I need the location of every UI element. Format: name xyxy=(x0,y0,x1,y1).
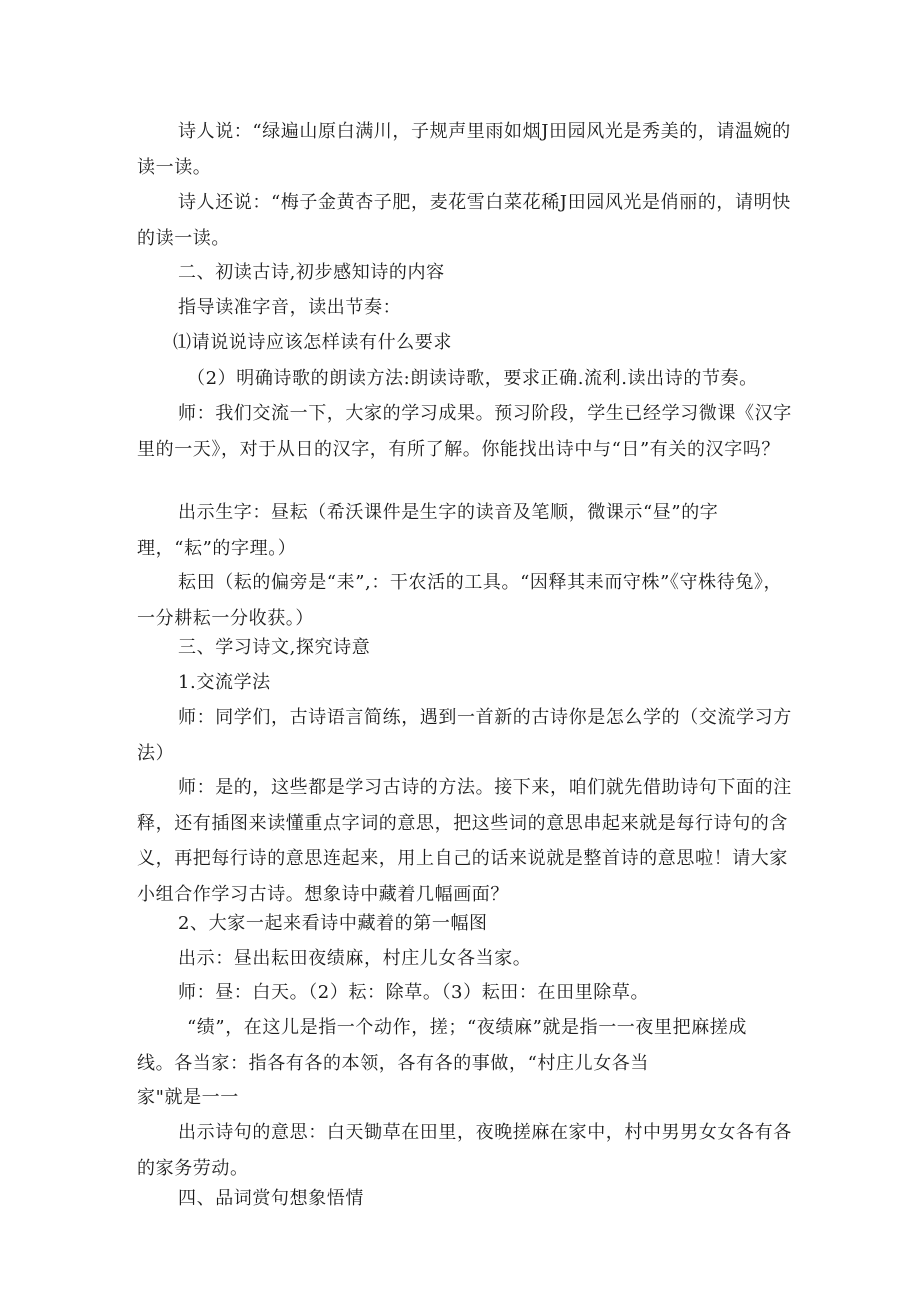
paragraph-step-2: （2）明确诗歌的朗读方法:朗读诗歌，要求正确.流利.读出诗的节奏。 xyxy=(187,368,758,389)
paragraph-word-notes: 师：昼：白天。（2）耘：除草。（3）耘田：在田里除草。 xyxy=(178,982,650,1003)
paragraph-show-new-chars: 出示生字：昼耘（希沃课件是生字的读音及笔顺，微课示“昼”的字理，“耘”的字理。） xyxy=(137,502,719,559)
section-heading-2: 二、初读古诗,初步感知诗的内容 xyxy=(178,262,445,283)
paragraph-ji-explanation: “绩”，在这儿是指一个动作，搓；“夜绩麻”就是指一一夜里把麻搓成线。各当家：指各有各的本领，各有各的事做，“村庄儿女各当 xyxy=(137,1017,748,1074)
paragraph-show-poem-line: 出示：昼出耘田夜绩麻，村庄儿女各当家。 xyxy=(178,948,532,969)
paragraph-yuntian: 耘田（耘的偏旁是“耒”,：干农活的工具。“因释其耒而守株”《守株待兔》，一分耕耘一分收获。） xyxy=(137,572,783,629)
subheading-first-picture: 2、大家一起来看诗中藏着的第一幅图 xyxy=(178,913,488,934)
paragraph-teacher-methods: 师：是的，这些都是学习古诗的方法。接下来，咱们就先借助诗句下面的注释，还有插图来读懂重点字词的意思，把这些词的意思串起来就是每行诗句的含义，再把每行诗的意思连起来，用上自己的话来说就是整首诗的意思啦！请大家小组合作学习古诗。想象诗中藏着几幅画面？ xyxy=(137,777,792,905)
section-heading-4: 四、品词赏句想象悟情 xyxy=(178,1188,364,1209)
subheading-exchange-method: 1.交流学法 xyxy=(178,672,271,693)
paragraph-teacher-exchange: 师：我们交流一下，大家的学习成果。预习阶段，学生已经学习微课《汉字里的一天》，对于从日的汉字，有所了解。你能找出诗中与“日”有关的汉字吗？ xyxy=(137,403,792,460)
paragraph-poet-says: 诗人说：“绿遍山原白满川，子规声里雨如烟J田园风光是秀美的，请温婉的读一读。 xyxy=(137,121,791,178)
paragraph-teacher-question: 师：同学们，古诗语言简练，遇到一首新的古诗你是怎么学的（交流学习方法） xyxy=(137,707,792,764)
paragraph-poet-also-says: 诗人还说：“梅子金黄杏子肥，麦花雪白菜花稀J田园风光是俏丽的，请明快的读一读。 xyxy=(137,192,791,249)
section-heading-3: 三、学习诗文,探究诗意 xyxy=(178,637,371,658)
paragraph-pronunciation-guide: 指导读准字音，读出节奏： xyxy=(178,297,402,318)
paragraph-step-1: ⑴请说说诗应该怎样读有什么要求 xyxy=(173,332,452,353)
paragraph-poem-meaning: 出示诗句的意思：白天锄草在田里，夜晚搓麻在家中，村中男男女女各有各的家务劳动。 xyxy=(137,1122,792,1179)
paragraph-ji-continuation: 家"就是一一 xyxy=(137,1087,239,1108)
